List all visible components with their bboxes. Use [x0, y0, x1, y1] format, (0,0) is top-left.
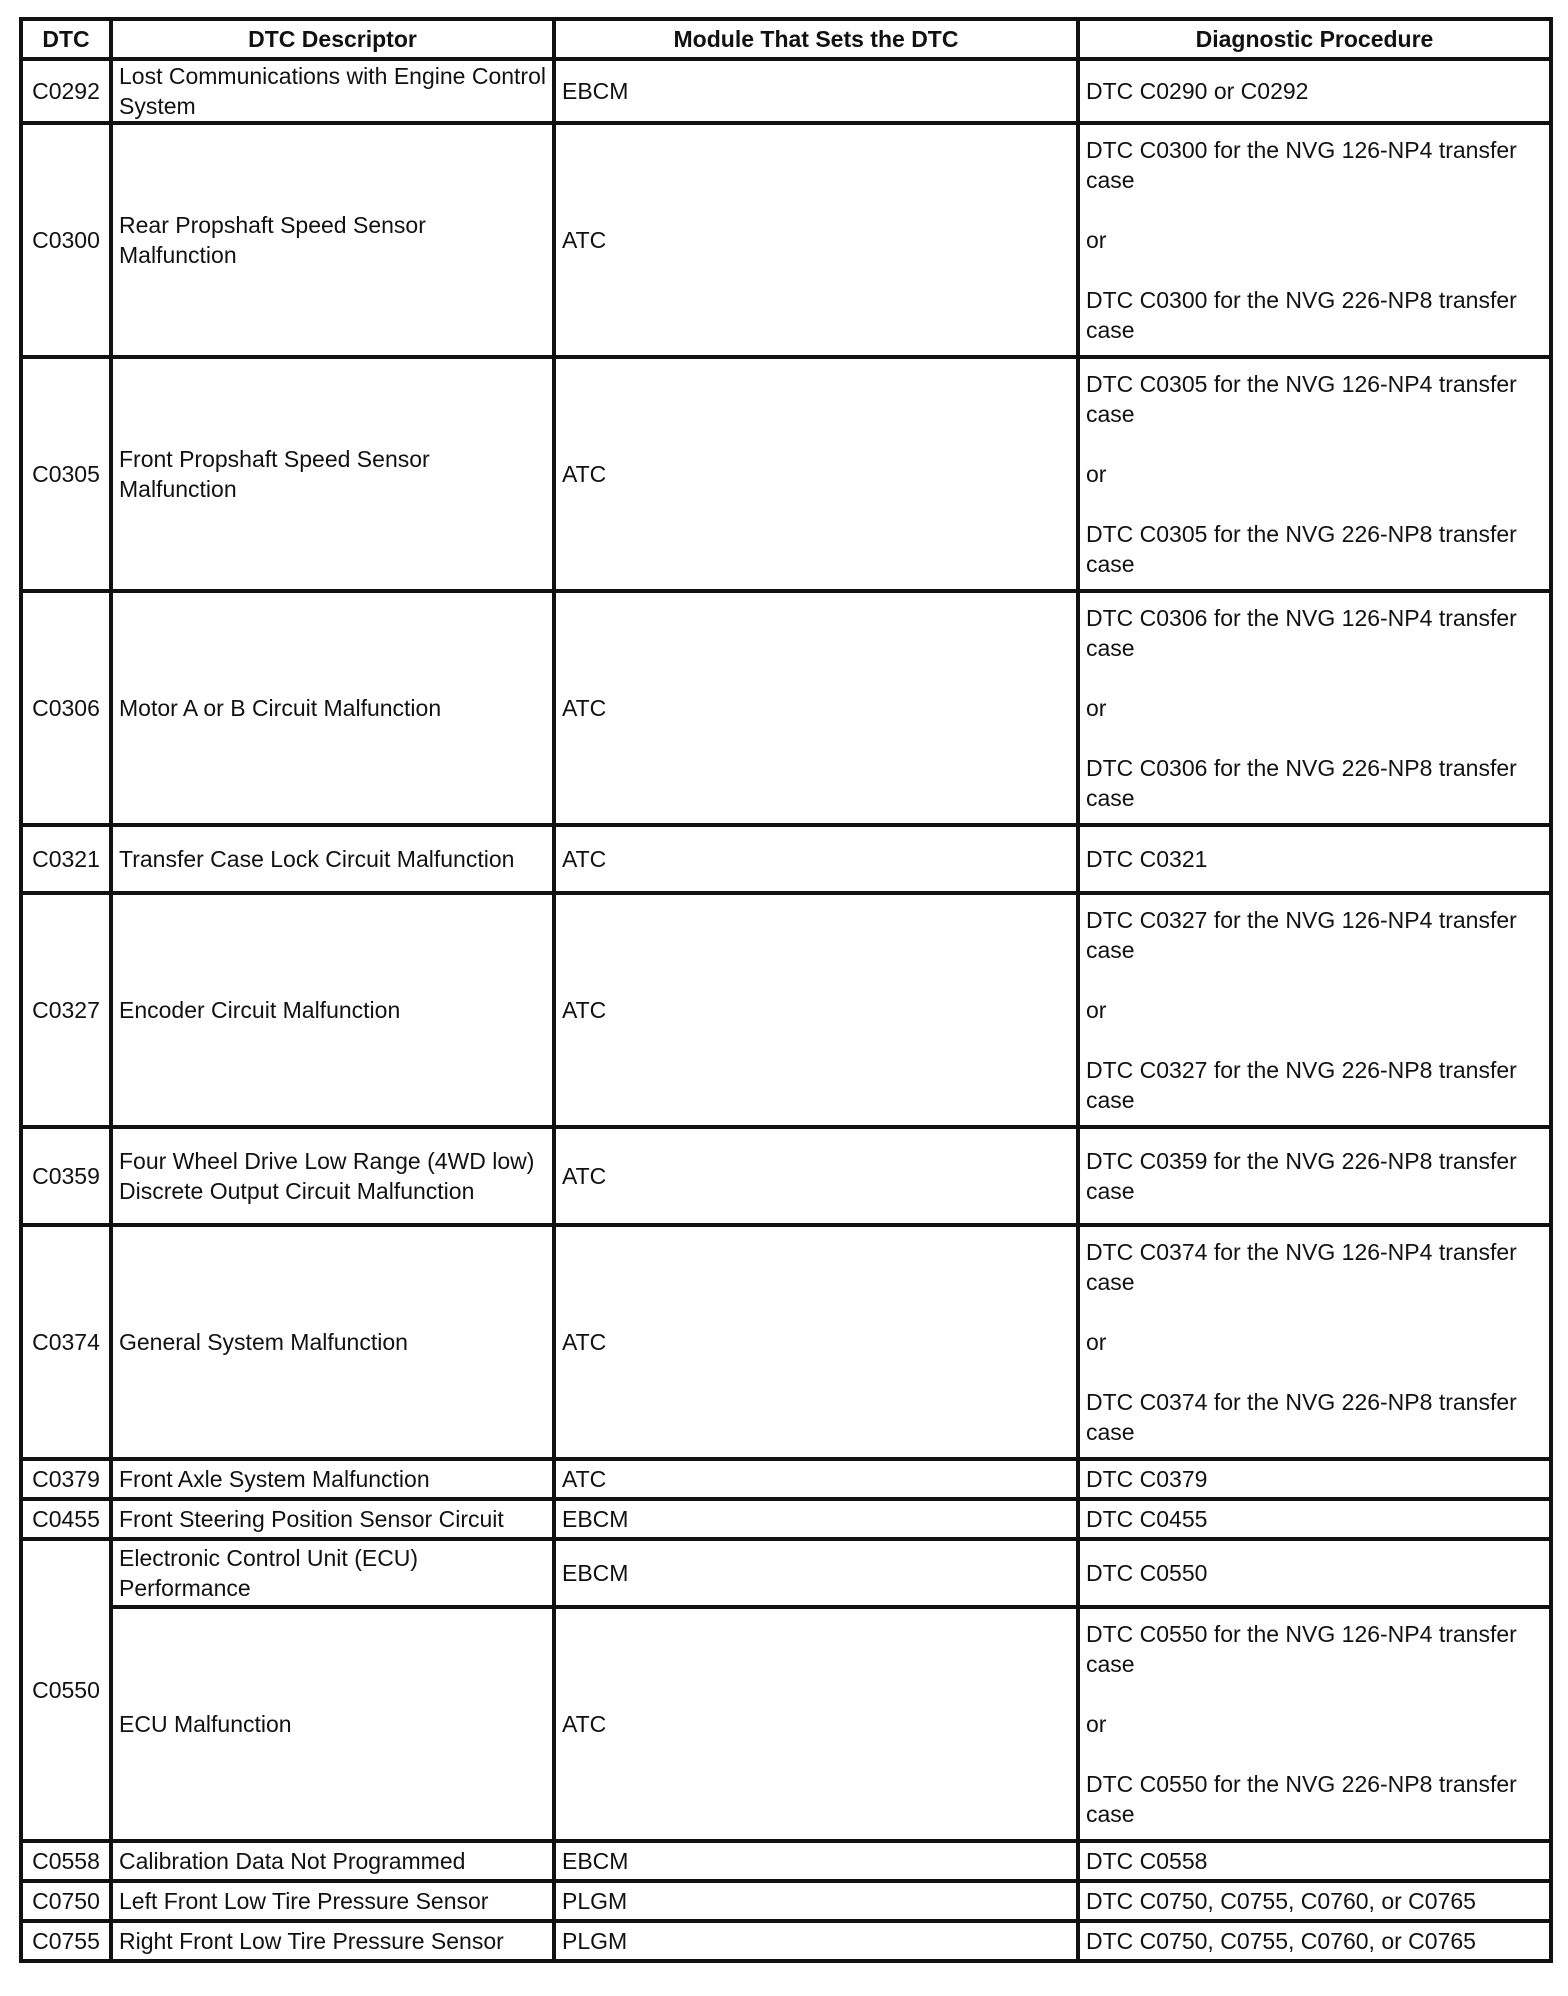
dtc-code: C0327 [21, 893, 111, 1127]
procedure-option-b: DTC C0327 for the NVG 226-NP8 transfer case [1086, 1057, 1517, 1113]
dtc-module: ATC [554, 1127, 1078, 1225]
header-descriptor: DTC Descriptor [111, 19, 554, 59]
table-row [21, 1459, 1551, 1499]
dtc-descriptor: Four Wheel Drive Low Range (4WD low) Discrete Output Circuit Malfunction [111, 1127, 554, 1225]
dtc-procedure [1078, 357, 1551, 591]
dtc-code: C0321 [21, 825, 111, 893]
dtc-descriptor: ECU Malfunction [111, 1607, 554, 1841]
dtc-code: C0455 [21, 1499, 111, 1539]
dtc-code: C0305 [21, 357, 111, 591]
procedure-option-b: DTC C0306 for the NVG 226-NP8 transfer case [1086, 755, 1517, 811]
table-row [21, 1881, 1551, 1921]
dtc-code: C0374 [21, 1225, 111, 1459]
dtc-procedure: DTC C0750, C0755, C0760, or C0765 [1078, 1881, 1551, 1921]
dtc-procedure: DTC C0558 [1078, 1841, 1551, 1881]
procedure-or: or [1086, 227, 1107, 253]
dtc-procedure [1078, 1607, 1551, 1841]
dtc-descriptor: Calibration Data Not Programmed [111, 1841, 554, 1881]
dtc-module: ATC [554, 1607, 1078, 1841]
procedure-option-b: DTC C0550 for the NVG 226-NP8 transfer case [1086, 1771, 1517, 1827]
dtc-procedure [1078, 123, 1551, 357]
dtc-code: C0359 [21, 1127, 111, 1225]
dtc-procedure: DTC C0379 [1078, 1459, 1551, 1499]
dtc-module: EBCM [554, 1539, 1078, 1607]
dtc-procedure [1078, 591, 1551, 825]
dtc-code: C0750 [21, 1881, 111, 1921]
dtc-procedure [1078, 893, 1551, 1127]
dtc-descriptor: Front Propshaft Speed Sensor Malfunction [111, 357, 554, 591]
dtc-procedure: DTC C0550 [1078, 1539, 1551, 1607]
table-row [21, 357, 1551, 591]
dtc-descriptor: Front Axle System Malfunction [111, 1459, 554, 1499]
dtc-module: ATC [554, 1225, 1078, 1459]
procedure-or: or [1086, 1711, 1107, 1737]
table-row [21, 59, 1551, 123]
dtc-descriptor: General System Malfunction [111, 1225, 554, 1459]
dtc-module: ATC [554, 825, 1078, 893]
procedure-option-a: DTC C0550 for the NVG 126-NP4 transfer case [1086, 1621, 1517, 1677]
table-row [21, 825, 1551, 893]
procedure-or: or [1086, 695, 1107, 721]
table-row [21, 893, 1551, 1127]
procedure-or: or [1086, 997, 1107, 1023]
dtc-module: EBCM [554, 1499, 1078, 1539]
header-dtc: DTC [21, 19, 111, 59]
procedure-option-a: DTC C0305 for the NVG 126-NP4 transfer case [1086, 371, 1517, 427]
dtc-procedure: DTC C0750, C0755, C0760, or C0765 [1078, 1921, 1551, 1961]
dtc-module: EBCM [554, 59, 1078, 123]
dtc-descriptor: Motor A or B Circuit Malfunction [111, 591, 554, 825]
table-row [21, 1539, 1551, 1607]
dtc-procedure: DTC C0290 or C0292 [1078, 59, 1551, 123]
dtc-descriptor: Transfer Case Lock Circuit Malfunction [111, 825, 554, 893]
procedure-or: or [1086, 461, 1107, 487]
dtc-descriptor: Left Front Low Tire Pressure Sensor [111, 1881, 554, 1921]
dtc-code: C0300 [21, 123, 111, 357]
dtc-module: ATC [554, 591, 1078, 825]
dtc-code: C0306 [21, 591, 111, 825]
procedure-option-a: DTC C0327 for the NVG 126-NP4 transfer case [1086, 907, 1517, 963]
dtc-procedure: DTC C0359 for the NVG 226-NP8 transfer case [1078, 1127, 1551, 1225]
dtc-code: C0379 [21, 1459, 111, 1499]
dtc-descriptor: Lost Communications with Engine Control System [111, 59, 554, 123]
procedure-or: or [1086, 1329, 1107, 1355]
header-row [21, 19, 1551, 59]
dtc-module: PLGM [554, 1881, 1078, 1921]
dtc-module: EBCM [554, 1841, 1078, 1881]
dtc-code: C0292 [21, 59, 111, 123]
dtc-module: ATC [554, 357, 1078, 591]
procedure-option-b: DTC C0305 for the NVG 226-NP8 transfer case [1086, 521, 1517, 577]
dtc-descriptor: Right Front Low Tire Pressure Sensor [111, 1921, 554, 1961]
dtc-descriptor: Rear Propshaft Speed Sensor Malfunction [111, 123, 554, 357]
table-row [21, 1607, 1551, 1841]
dtc-procedure: DTC C0455 [1078, 1499, 1551, 1539]
dtc-procedure [1078, 1225, 1551, 1459]
procedure-option-b: DTC C0300 for the NVG 226-NP8 transfer case [1086, 287, 1517, 343]
procedure-option-a: DTC C0374 for the NVG 126-NP4 transfer case [1086, 1239, 1517, 1295]
table-row [21, 1841, 1551, 1881]
dtc-descriptor: Front Steering Position Sensor Circuit [111, 1499, 554, 1539]
dtc-module: ATC [554, 1459, 1078, 1499]
procedure-option-a: DTC C0306 for the NVG 126-NP4 transfer case [1086, 605, 1517, 661]
dtc-code: C0550 [21, 1539, 111, 1841]
table-row [21, 1127, 1551, 1225]
procedure-option-b: DTC C0374 for the NVG 226-NP8 transfer case [1086, 1389, 1517, 1445]
table-row [21, 591, 1551, 825]
dtc-code: C0558 [21, 1841, 111, 1881]
dtc-descriptor: Electronic Control Unit (ECU) Performance [111, 1539, 554, 1607]
dtc-module: ATC [554, 893, 1078, 1127]
header-module: Module That Sets the DTC [554, 19, 1078, 59]
table-row [21, 123, 1551, 357]
dtc-module: ATC [554, 123, 1078, 357]
table-row [21, 1499, 1551, 1539]
dtc-procedure: DTC C0321 [1078, 825, 1551, 893]
dtc-table [19, 17, 1553, 1963]
dtc-module: PLGM [554, 1921, 1078, 1961]
table-row [21, 1921, 1551, 1961]
dtc-descriptor: Encoder Circuit Malfunction [111, 893, 554, 1127]
procedure-option-a: DTC C0300 for the NVG 126-NP4 transfer case [1086, 137, 1517, 193]
table-row [21, 1225, 1551, 1459]
header-procedure: Diagnostic Procedure [1078, 19, 1551, 59]
dtc-code: C0755 [21, 1921, 111, 1961]
